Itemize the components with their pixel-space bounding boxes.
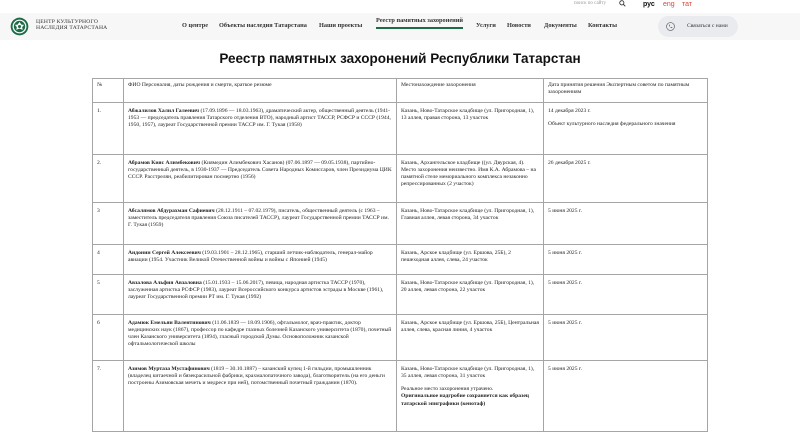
row-number: 6: [93, 314, 124, 360]
person-bio: (19.03.1901 – 28.12.1965), старший летчик-наблюдатель, генерал-майор авиации (1954. Участник Великой Отечественной войны и войны с Японией (1945): [128, 249, 373, 263]
header-date: Дата принятия решения Экспертным советом по памятным захоронениям: [544, 79, 708, 103]
table-row: [93, 102, 708, 154]
nav-item-documents[interactable]: Документы: [544, 22, 577, 29]
logo-line-2: НАСЛЕДИЯ ТАТАРСТАНА: [36, 25, 108, 32]
person-name: Авзалова Альфия Авзаловна: [128, 279, 202, 286]
lang-ru-link[interactable]: рус: [643, 1, 655, 8]
nav-item-news[interactable]: Новости: [507, 22, 531, 29]
decision-date: 5 июня 2025 г.: [544, 274, 708, 314]
person-cell: [124, 202, 397, 244]
table-row: [93, 360, 708, 431]
nav-item-services[interactable]: Услуги: [476, 22, 496, 29]
nav-item-burial-registry[interactable]: Реестр памятных захоронений: [376, 17, 463, 29]
lang-tt-link[interactable]: тат: [682, 1, 693, 8]
header-name: ФИО Персоналия, даты рождения и смерти, краткое резюме: [124, 79, 397, 103]
logo-line-1: ЦЕНТР КУЛЬТУРНОГО: [36, 19, 99, 25]
table-row: [93, 244, 708, 274]
heritage-status-note: Объект культурного наследия федерального значения: [548, 120, 676, 127]
decision-cell: [544, 102, 708, 154]
burial-place: Казань, Ново-Татарское кладбище (ул. Пригородная, 1), Главная аллея, левая сторона, 34 участок: [397, 202, 544, 244]
person-cell: [124, 274, 397, 314]
contact-us-button[interactable]: [658, 16, 738, 37]
person-bio: (17.09.1896 — 18.03.1963), драматический актер, общественный деятель (1941-1953 — председатель правления Татарского отделения ВТО), народный артист ТАССР, РСФСР и СССР (1944, 1950, 1957), лауреат Государственной премии ТАССР им. Г. Тукая (1958): [128, 107, 391, 129]
decision-date: 5 июня 2025 г.: [544, 202, 708, 244]
person-name: Адамюк Емельян Валентинович: [128, 319, 211, 326]
table-row: [93, 202, 708, 244]
row-number: 4: [93, 244, 124, 274]
person-bio: (28.12.1911 – 07.02.1979), писатель, общественный деятель (с 1963 – заместитель председателя правления Союза писателей ТАССР), лауреат Государственной премии ТАССР им. Г. Тукая (1959): [128, 207, 389, 229]
person-name: Азимов Муртаза Мустафинович: [128, 365, 210, 372]
logo-icon[interactable]: [10, 17, 29, 36]
contact-us-label: Связаться с нами: [687, 23, 728, 29]
burial-registry-table: [92, 78, 708, 432]
person-name: Андонин Сергей Алексеевич: [128, 249, 201, 256]
table-header-row: [93, 79, 708, 103]
search-input[interactable]: поиск по сайту: [574, 1, 606, 6]
burial-place: Казань, Ново-Татарское кладбище (ул. Пригородная, 1), 20 аллея, левая сторона, 22 участок: [397, 274, 544, 314]
decision-date: 5 июня 2025 г.: [544, 314, 708, 360]
top-utility-bar: [0, 0, 800, 13]
search-icon[interactable]: [619, 0, 626, 7]
lang-en-link[interactable]: eng: [663, 1, 675, 8]
person-name: Абжалилов Халил Галеевич: [128, 107, 200, 114]
logo-text[interactable]: [36, 19, 107, 32]
person-name: Абсалямов Абдурахман Сафиевич: [128, 207, 215, 214]
row-number: 2.: [93, 154, 124, 202]
person-cell: [124, 244, 397, 274]
decision-date: 26 декабря 2025 г.: [544, 154, 708, 202]
burial-place: Казань, Арское кладбище (ул. Ершова, 25Б), 2 пешеходная аллея, слева, 24 участок: [397, 244, 544, 274]
person-cell: [124, 314, 397, 360]
person-bio: (Киямедин Алимбекович Хасанов) (07.06.1897 — 09.05.1938), партийно-государственный деятель, в 1930-1937 — Председатель Совета Народных Комиссаров, член Президиума ЦИК СССР. Расстрелян, реабилитирован посмертно (1956): [128, 159, 392, 181]
phone-icon: [666, 22, 675, 31]
burial-place-cell: [397, 360, 544, 431]
burial-place: Казань, Ново-Татарское кладбище (ул. Пригородная, 1), 13 аллея, правая сторона, 13 участок: [397, 102, 544, 154]
person-cell: [124, 102, 397, 154]
table-row: [93, 154, 708, 202]
header-place: Местонахождение захоронения: [397, 79, 544, 103]
nav-item-projects[interactable]: Наши проекты: [319, 22, 363, 29]
page-title: Реестр памятных захоронений Республики Татарстан: [219, 51, 581, 66]
person-bio: (11.06.1839 — 18.09.1906), офтальмолог, врач-практик, доктор медицинских наук (1867), профессор по кафедре глазных болезней Казанского университета (1870), почетный член Казанского университета (1894), гласный городской Думы. Основоположник казанской офтальмологической школы: [128, 319, 392, 348]
row-number: 3: [93, 202, 124, 244]
person-name: Абрамов Кияс Алимбекович: [128, 159, 201, 166]
person-bio: (15.01.1933 – 15.06.2017), певица, народная артистка ТАССР (1970), заслуженная артистка РСФСР (1983), лауреат Всероссийского конкурса артистов эстрады в Москве (1961), лауреат Государственной премии РТ им. Г. Тукая (1992): [128, 279, 384, 301]
table-row: [93, 274, 708, 314]
cenotaph-note: Оригинальное надгробие сохраняется как образец татарской эпиграфики (кенотаф): [401, 393, 530, 407]
decision-date: 14 декабря 2023 г.: [548, 107, 591, 114]
person-bio: (1819 – 30.10.1887) – казанский купец 1-й гильдии, промышленник (владелец китаечной и бязекрасильной фабрики, крахмалопаточного завода), благотворитель (на его деньги построены Азимовская мечеть и медресе при ней), потомственный почетный гражданин (1870).: [128, 365, 385, 387]
row-number: 1.: [93, 102, 124, 154]
burial-place: Казань, Ново-Татарское кладбище (ул. Пригородная, 1), 35 аллея, левая сторона, 31 участок: [401, 365, 535, 379]
burial-place: Казань, Арское кладбище (ул. Ершова, 25Б), Центральная аллея, слева, красная линия, 4 участок: [397, 314, 544, 360]
person-cell: [124, 360, 397, 431]
row-number: 7.: [93, 360, 124, 431]
person-cell: [124, 154, 397, 202]
row-number: 5: [93, 274, 124, 314]
decision-date: 5 июня 2025 г.: [544, 244, 708, 274]
site-header: [0, 13, 800, 40]
nav-item-heritage-objects[interactable]: Объекты наследия Татарстана: [219, 22, 307, 29]
burial-place: Казань, Архангельское кладбище ((ул. Двурская, 4). Место захоронения неизвестно. Имя К.А. Абрамова – на памятной стеле мемориального комплекса незаконно репрессированных (2 участок): [397, 154, 544, 202]
nav-item-about[interactable]: О центре: [182, 22, 208, 29]
header-no: №: [93, 79, 124, 103]
nav-item-contacts[interactable]: Контакты: [588, 22, 617, 29]
burial-place-note: Реальное место захоронения утрачено.: [401, 386, 494, 393]
decision-date: 5 июня 2025 г.: [544, 360, 708, 431]
table-row: [93, 314, 708, 360]
